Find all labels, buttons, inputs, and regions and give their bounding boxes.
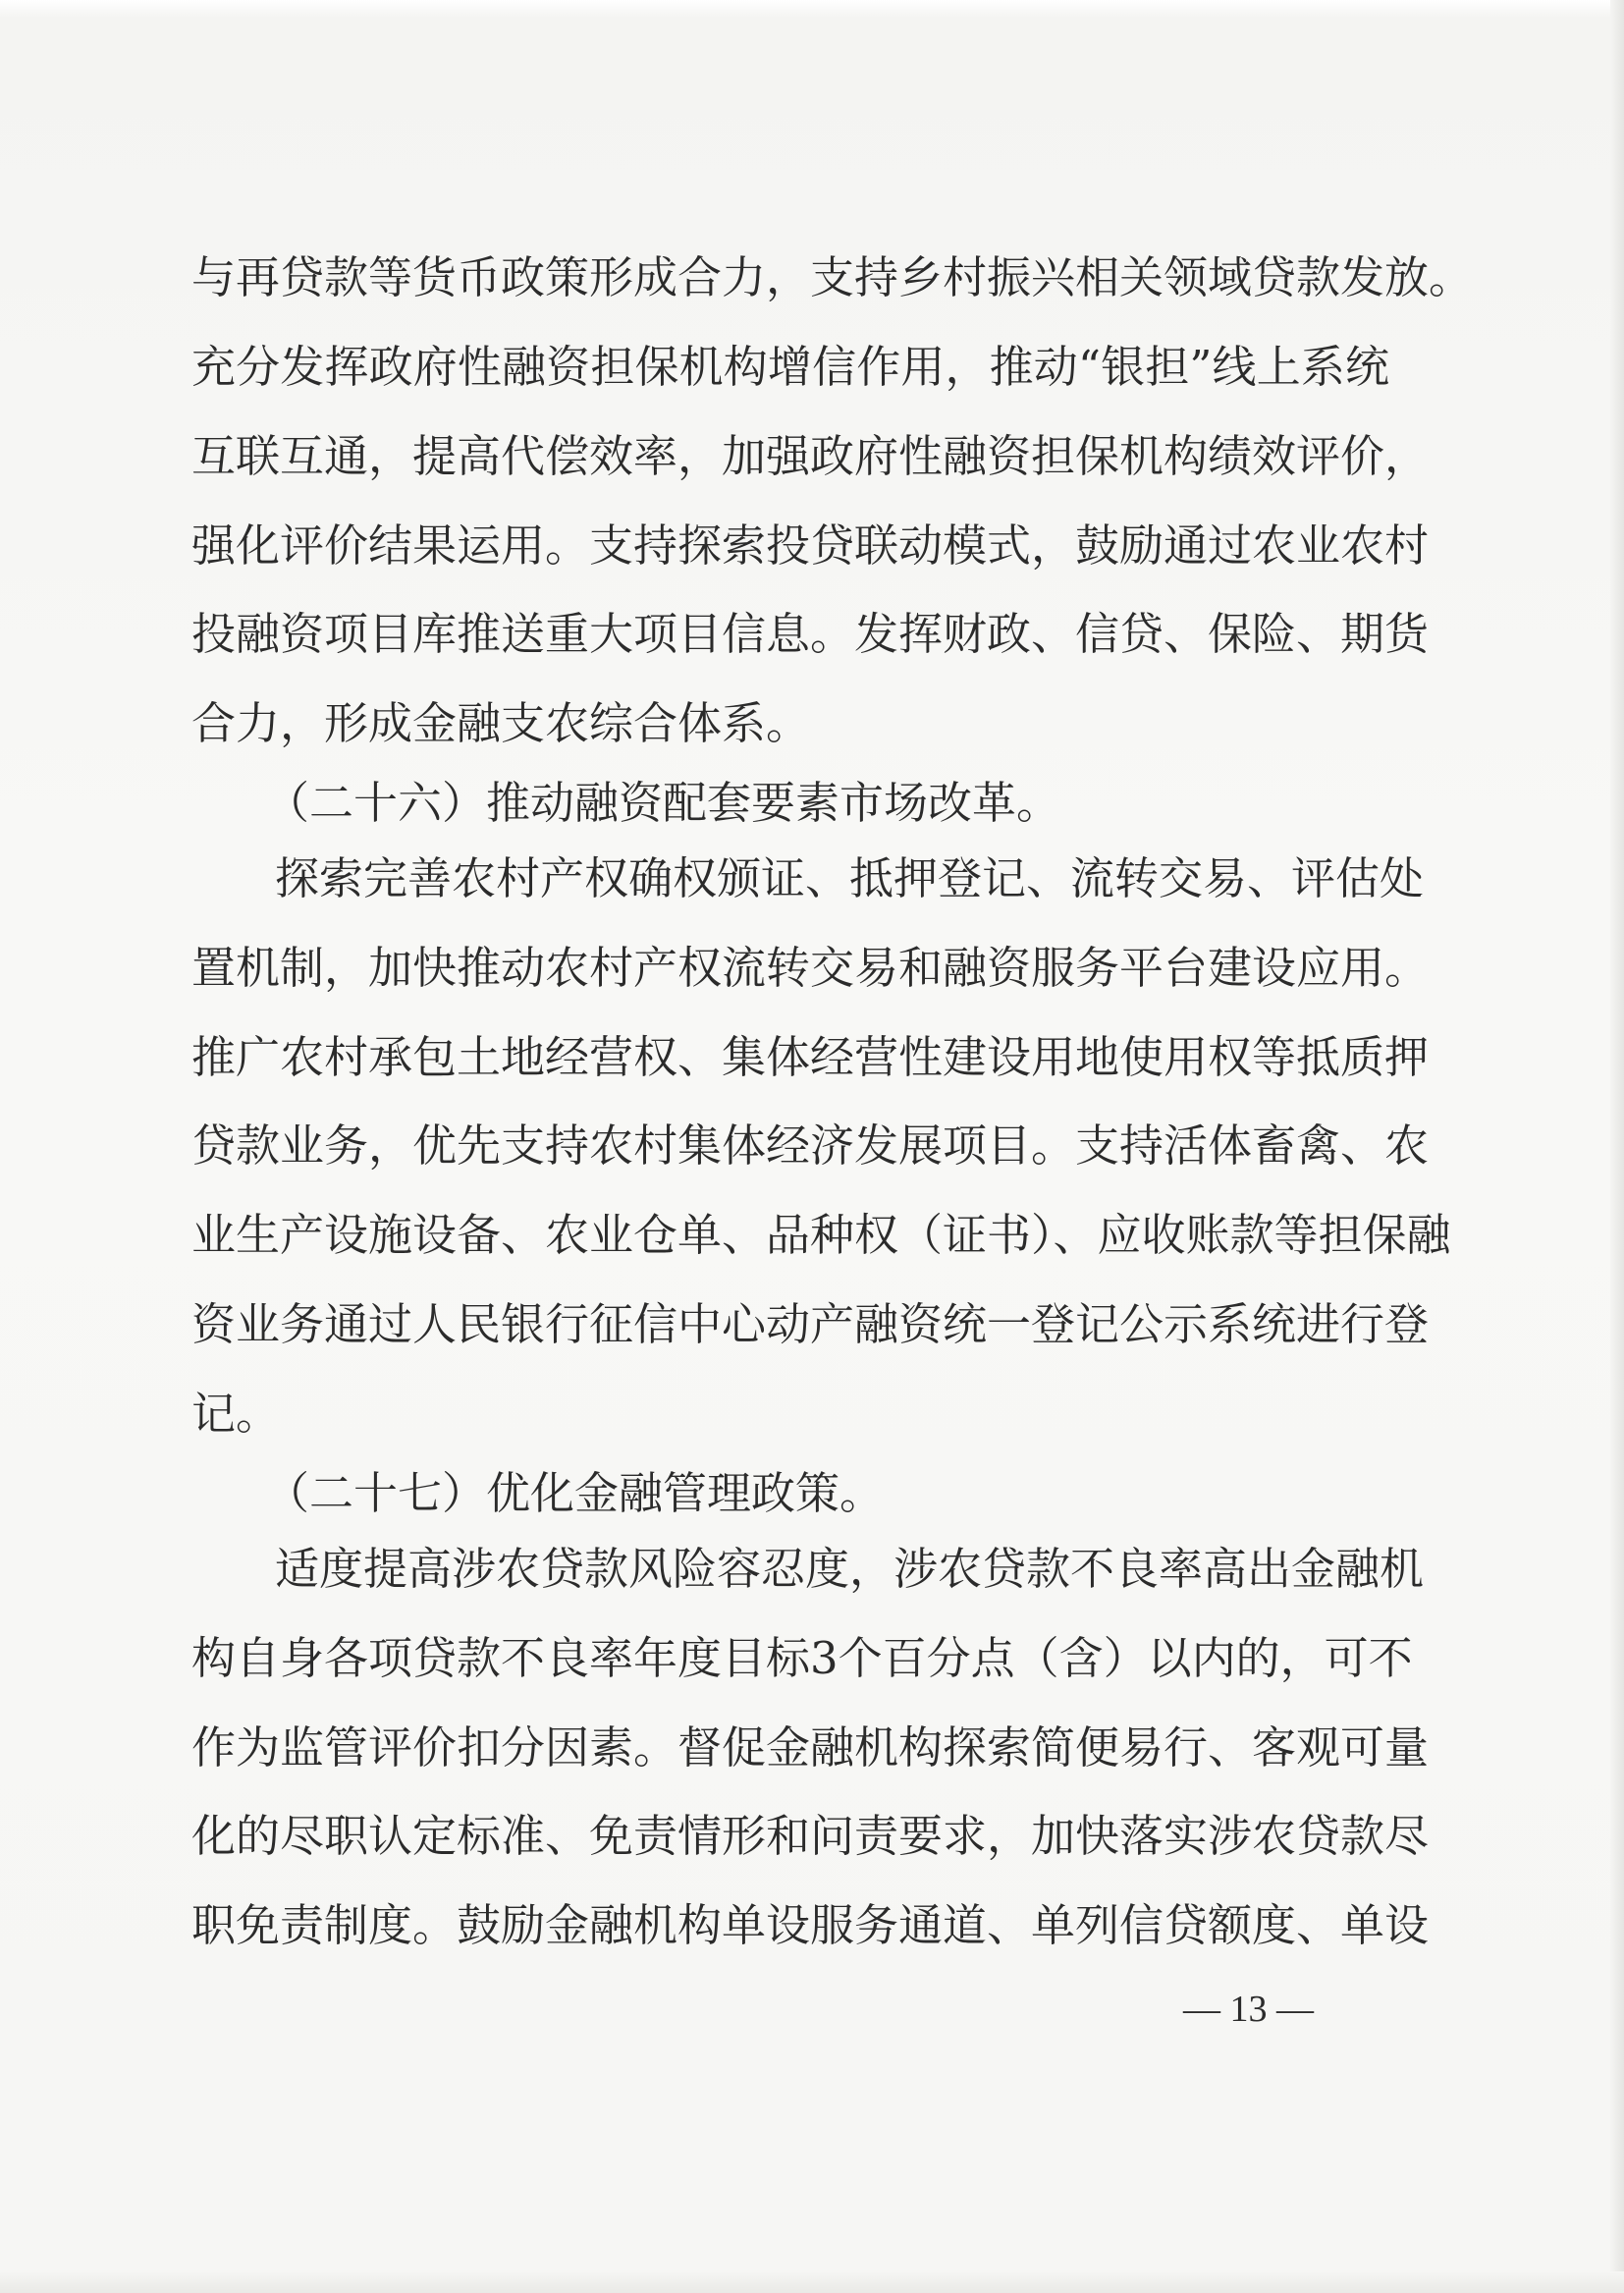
- paragraph-line: 业生产设施设备、农业仓单、品种权（证书）、应收账款等担保融: [191, 1209, 1451, 1261]
- paragraph-line: 置机制，加快推动农村产权流转交易和融资服务平台建设应用。: [191, 942, 1430, 994]
- paragraph-line: 记。: [191, 1388, 281, 1440]
- paragraph-line: 强化评价结果运用。支持探索投贷联动模式，鼓励通过农业农村: [191, 519, 1430, 572]
- paragraph-line: 贷款业务，优先支持农村集体经济发展项目。支持活体畜禽、农: [191, 1119, 1430, 1172]
- paragraph-line: 职免责制度。鼓励金融机构单设服务通道、单列信贷额度、单设: [191, 1899, 1430, 1951]
- paragraph-line: 适度提高涉农贷款风险容忍度，涉农贷款不良率高出金融机: [275, 1543, 1425, 1595]
- section-heading: （二十七）优化金融管理政策。: [265, 1467, 885, 1519]
- paragraph-line: 互联互通，提高代偿效率，加强政府性融资担保机构绩效评价，: [191, 430, 1430, 482]
- paragraph-line: 合力，形成金融支农综合体系。: [191, 697, 811, 749]
- paragraph-line: 推广农村承包土地经营权、集体经营性建设用地使用权等抵质押: [191, 1031, 1430, 1083]
- paragraph-line: 充分发挥政府性融资担保机构增信作用，推动“银担”线上系统: [191, 341, 1389, 393]
- paragraph-line: 构自身各项贷款不良率年度目标3个百分点（含）以内的，可不: [191, 1632, 1413, 1684]
- scan-edge-top: [0, 0, 1624, 18]
- paragraph-line: 化的尽职认定标准、免责情形和问责要求，加快落实涉农贷款尽: [191, 1810, 1430, 1862]
- page-number: — 13 —: [1183, 1989, 1314, 2030]
- paragraph-line: 探索完善农村产权确权颁证、抵押登记、流转交易、评估处: [275, 852, 1425, 904]
- scan-edge-right: [1610, 0, 1624, 2293]
- paragraph-line: 资业务通过人民银行征信中心动产融资统一登记公示系统进行登: [191, 1298, 1430, 1350]
- section-heading: （二十六）推动融资配套要素市场改革。: [265, 777, 1061, 829]
- paragraph-line: 作为监管评价扣分因素。督促金融机构探索简便易行、客观可量: [191, 1721, 1430, 1774]
- paragraph-line: 与再贷款等货币政策形成合力，支持乡村振兴相关领域贷款发放。: [191, 251, 1474, 303]
- scan-edge-bottom: [0, 2271, 1624, 2293]
- paragraph-line: 投融资项目库推送重大项目信息。发挥财政、信贷、保险、期货: [191, 608, 1430, 660]
